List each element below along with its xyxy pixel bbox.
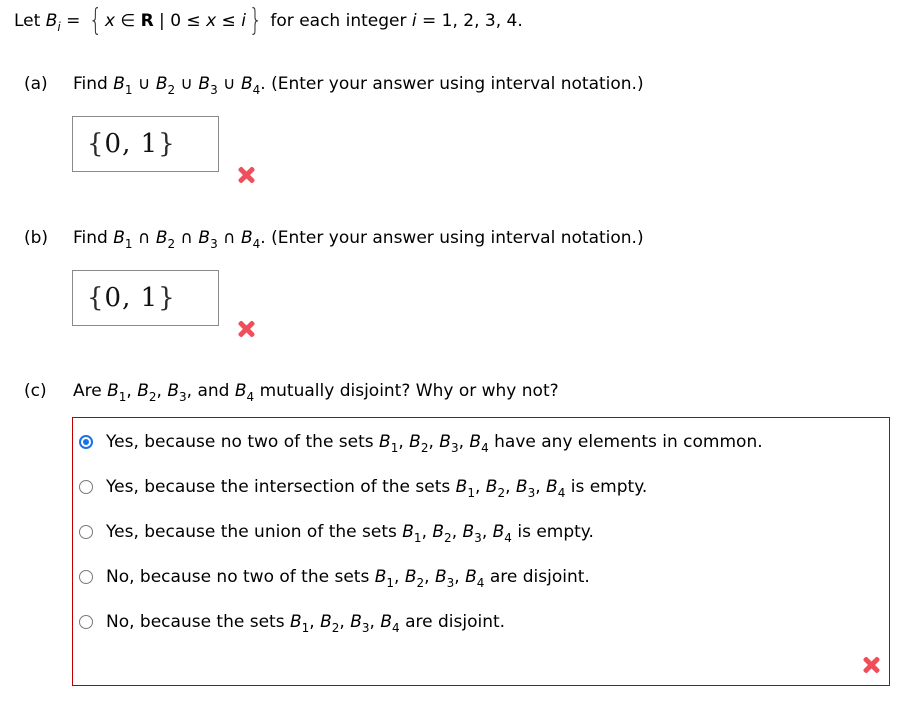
problem-statement: Let $B_i$ = { x ∈ R | 0 ≤ x ≤ i} for each integer i = 1, 2, 3, 4. bbox=[14, 3, 523, 38]
radio-button-selected[interactable] bbox=[79, 435, 93, 449]
part-c-question: Are $B_1$, $B_2$, $B_3$, and $B_4$ mutually disjoint? Why or why not? bbox=[73, 381, 559, 404]
choice-option-4[interactable]: No, because no two of the sets $B_1$, $B_2$, $B_3$, $B_4$ are disjoint. bbox=[79, 564, 590, 590]
part-a-answer-input[interactable]: { 0, 1 } bbox=[72, 116, 219, 172]
part-b-answer-input[interactable]: { 0, 1 } bbox=[72, 270, 219, 326]
part-b-question: Find $B_1$ ∩ $B_2$ ∩ $B_3$ ∩ $B_4$. (Enter your answer using interval notation.) bbox=[73, 228, 644, 251]
radio-button[interactable] bbox=[79, 615, 93, 629]
part-c-choices-group bbox=[72, 417, 890, 686]
part-b-label: (b) bbox=[24, 228, 49, 248]
part-a-question: Find $B_1$ ∪ $B_2$ ∪ $B_3$ ∪ $B_4$. (Enter your answer using interval notation.) bbox=[73, 74, 644, 97]
choice-option-3[interactable]: Yes, because the union of the sets $B_1$, $B_2$, $B_3$, $B_4$ is empty. bbox=[79, 519, 594, 545]
radio-button[interactable] bbox=[79, 570, 93, 584]
radio-button[interactable] bbox=[79, 525, 93, 539]
choice-option-2[interactable]: Yes, because the intersection of the sets $B_1$, $B_2$, $B_3$, $B_4$ is empty. bbox=[79, 474, 647, 500]
part-c-label: (c) bbox=[24, 381, 47, 401]
choice-option-1[interactable]: Yes, because no two of the sets $B_1$, $B_2$, $B_3$, $B_4$ have any elements in common. bbox=[79, 429, 763, 455]
incorrect-icon bbox=[237, 320, 255, 338]
part-a-label: (a) bbox=[24, 74, 48, 94]
incorrect-icon bbox=[237, 166, 255, 184]
radio-button[interactable] bbox=[79, 480, 93, 494]
incorrect-icon bbox=[862, 656, 880, 674]
choice-option-5[interactable]: No, because the sets $B_1$, $B_2$, $B_3$, $B_4$ are disjoint. bbox=[79, 609, 505, 635]
